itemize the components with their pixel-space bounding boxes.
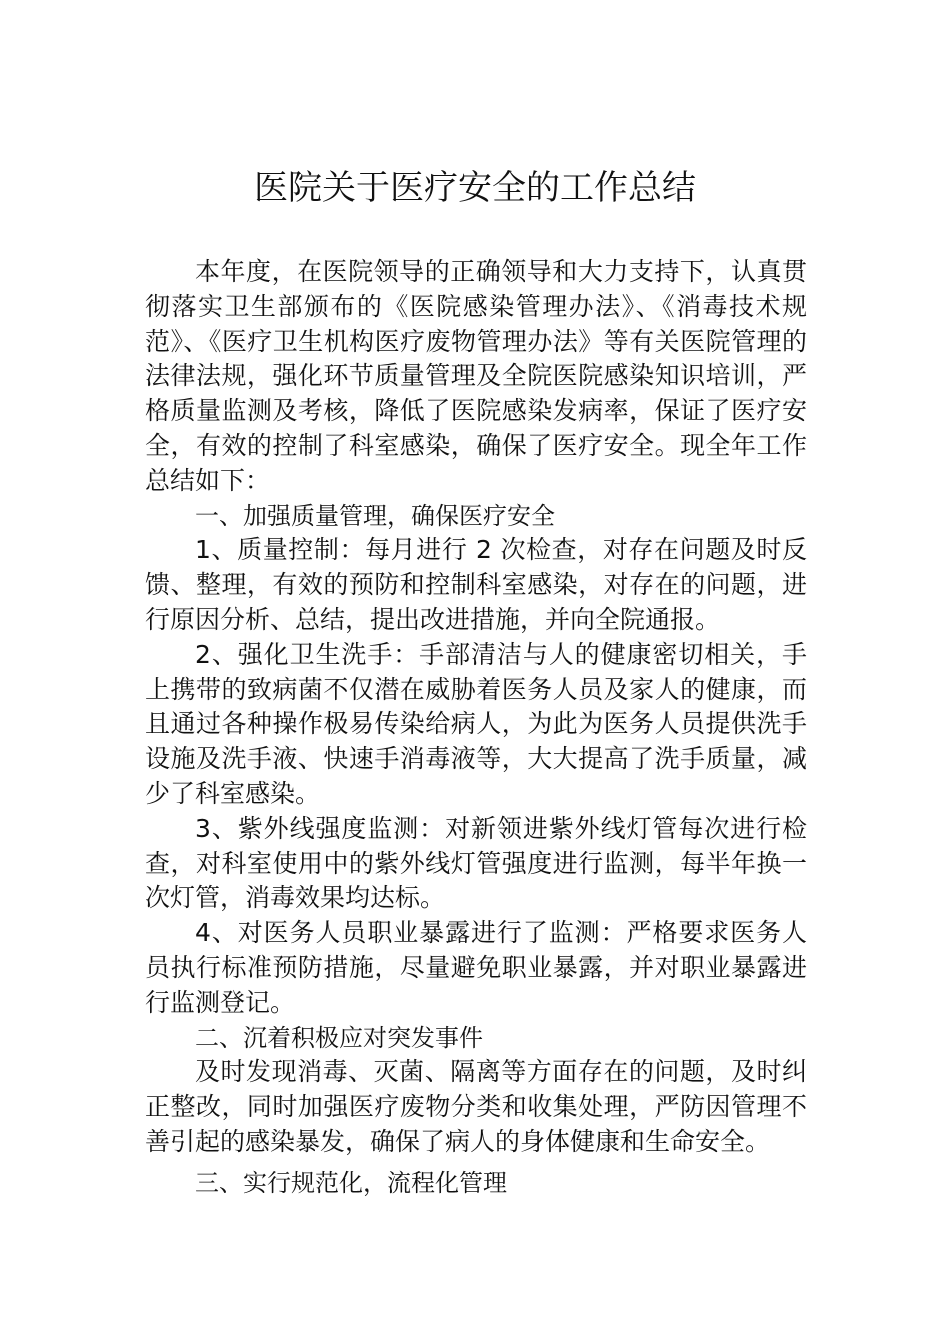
- document-body: [145, 255, 807, 1201]
- section-2-paragraph: 及时发现消毒、灭菌、隔离等方面存在的问题，及时纠正整改，同时加强医疗废物分类和收集处理，严防因管理不善引起的感染暴发，确保了病人的身体健康和生命安全。: [145, 1057, 807, 1156]
- section-heading-3: 三、实行规范化，流程化管理: [195, 1168, 507, 1197]
- list-item: 1、质量控制：每月进行 2 次检查，对存在问题及时反馈、整理，有效的预防和控制科室感染，对存在的问题，进行原因分析、总结，提出改进措施，并向全院通报。: [145, 535, 807, 634]
- list-item: 3、紫外线强度监测：对新领进紫外线灯管每次进行检查，对科室使用中的紫外线灯管强度进行监测，每半年换一次灯管，消毒效果均达标。: [145, 813, 807, 913]
- list-item: 2、强化卫生洗手：手部清洁与人的健康密切相关，手上携带的致病菌不仅潜在威胁着医务人员及家人的健康，而且通过各种操作极易传染给病人，为此为医务人员提供洗手设施及洗手液、快速手消毒液等，大大提高了洗手质量，减少了科室感染。: [145, 639, 807, 808]
- list-item: 4、对医务人员职业暴露进行了监测：严格要求医务人员执行标准预防措施，尽量避免职业暴露，并对职业暴露进行监测登记。: [145, 918, 807, 1017]
- intro-paragraph: 本年度，在医院领导的正确领导和大力支持下，认真贯彻落实卫生部颁布的《医院感染管理办法》、《消毒技术规范》、《医疗卫生机构医疗废物管理办法》等有关医院管理的法律法规，强化环节质量管理及全院医院感染知识培训，严格质量监测及考核，降低了医院感染发病率，保证了医疗安全，有效的控制了科室感染，确保了医疗安全。现全年工作总结如下：: [145, 257, 807, 495]
- page-title: 医院关于医疗安全的工作总结: [254, 168, 696, 208]
- section-heading-2: 二、沉着积极应对突发事件: [195, 1023, 483, 1052]
- section-heading-1: 一、加强质量管理，确保医疗安全: [195, 501, 555, 530]
